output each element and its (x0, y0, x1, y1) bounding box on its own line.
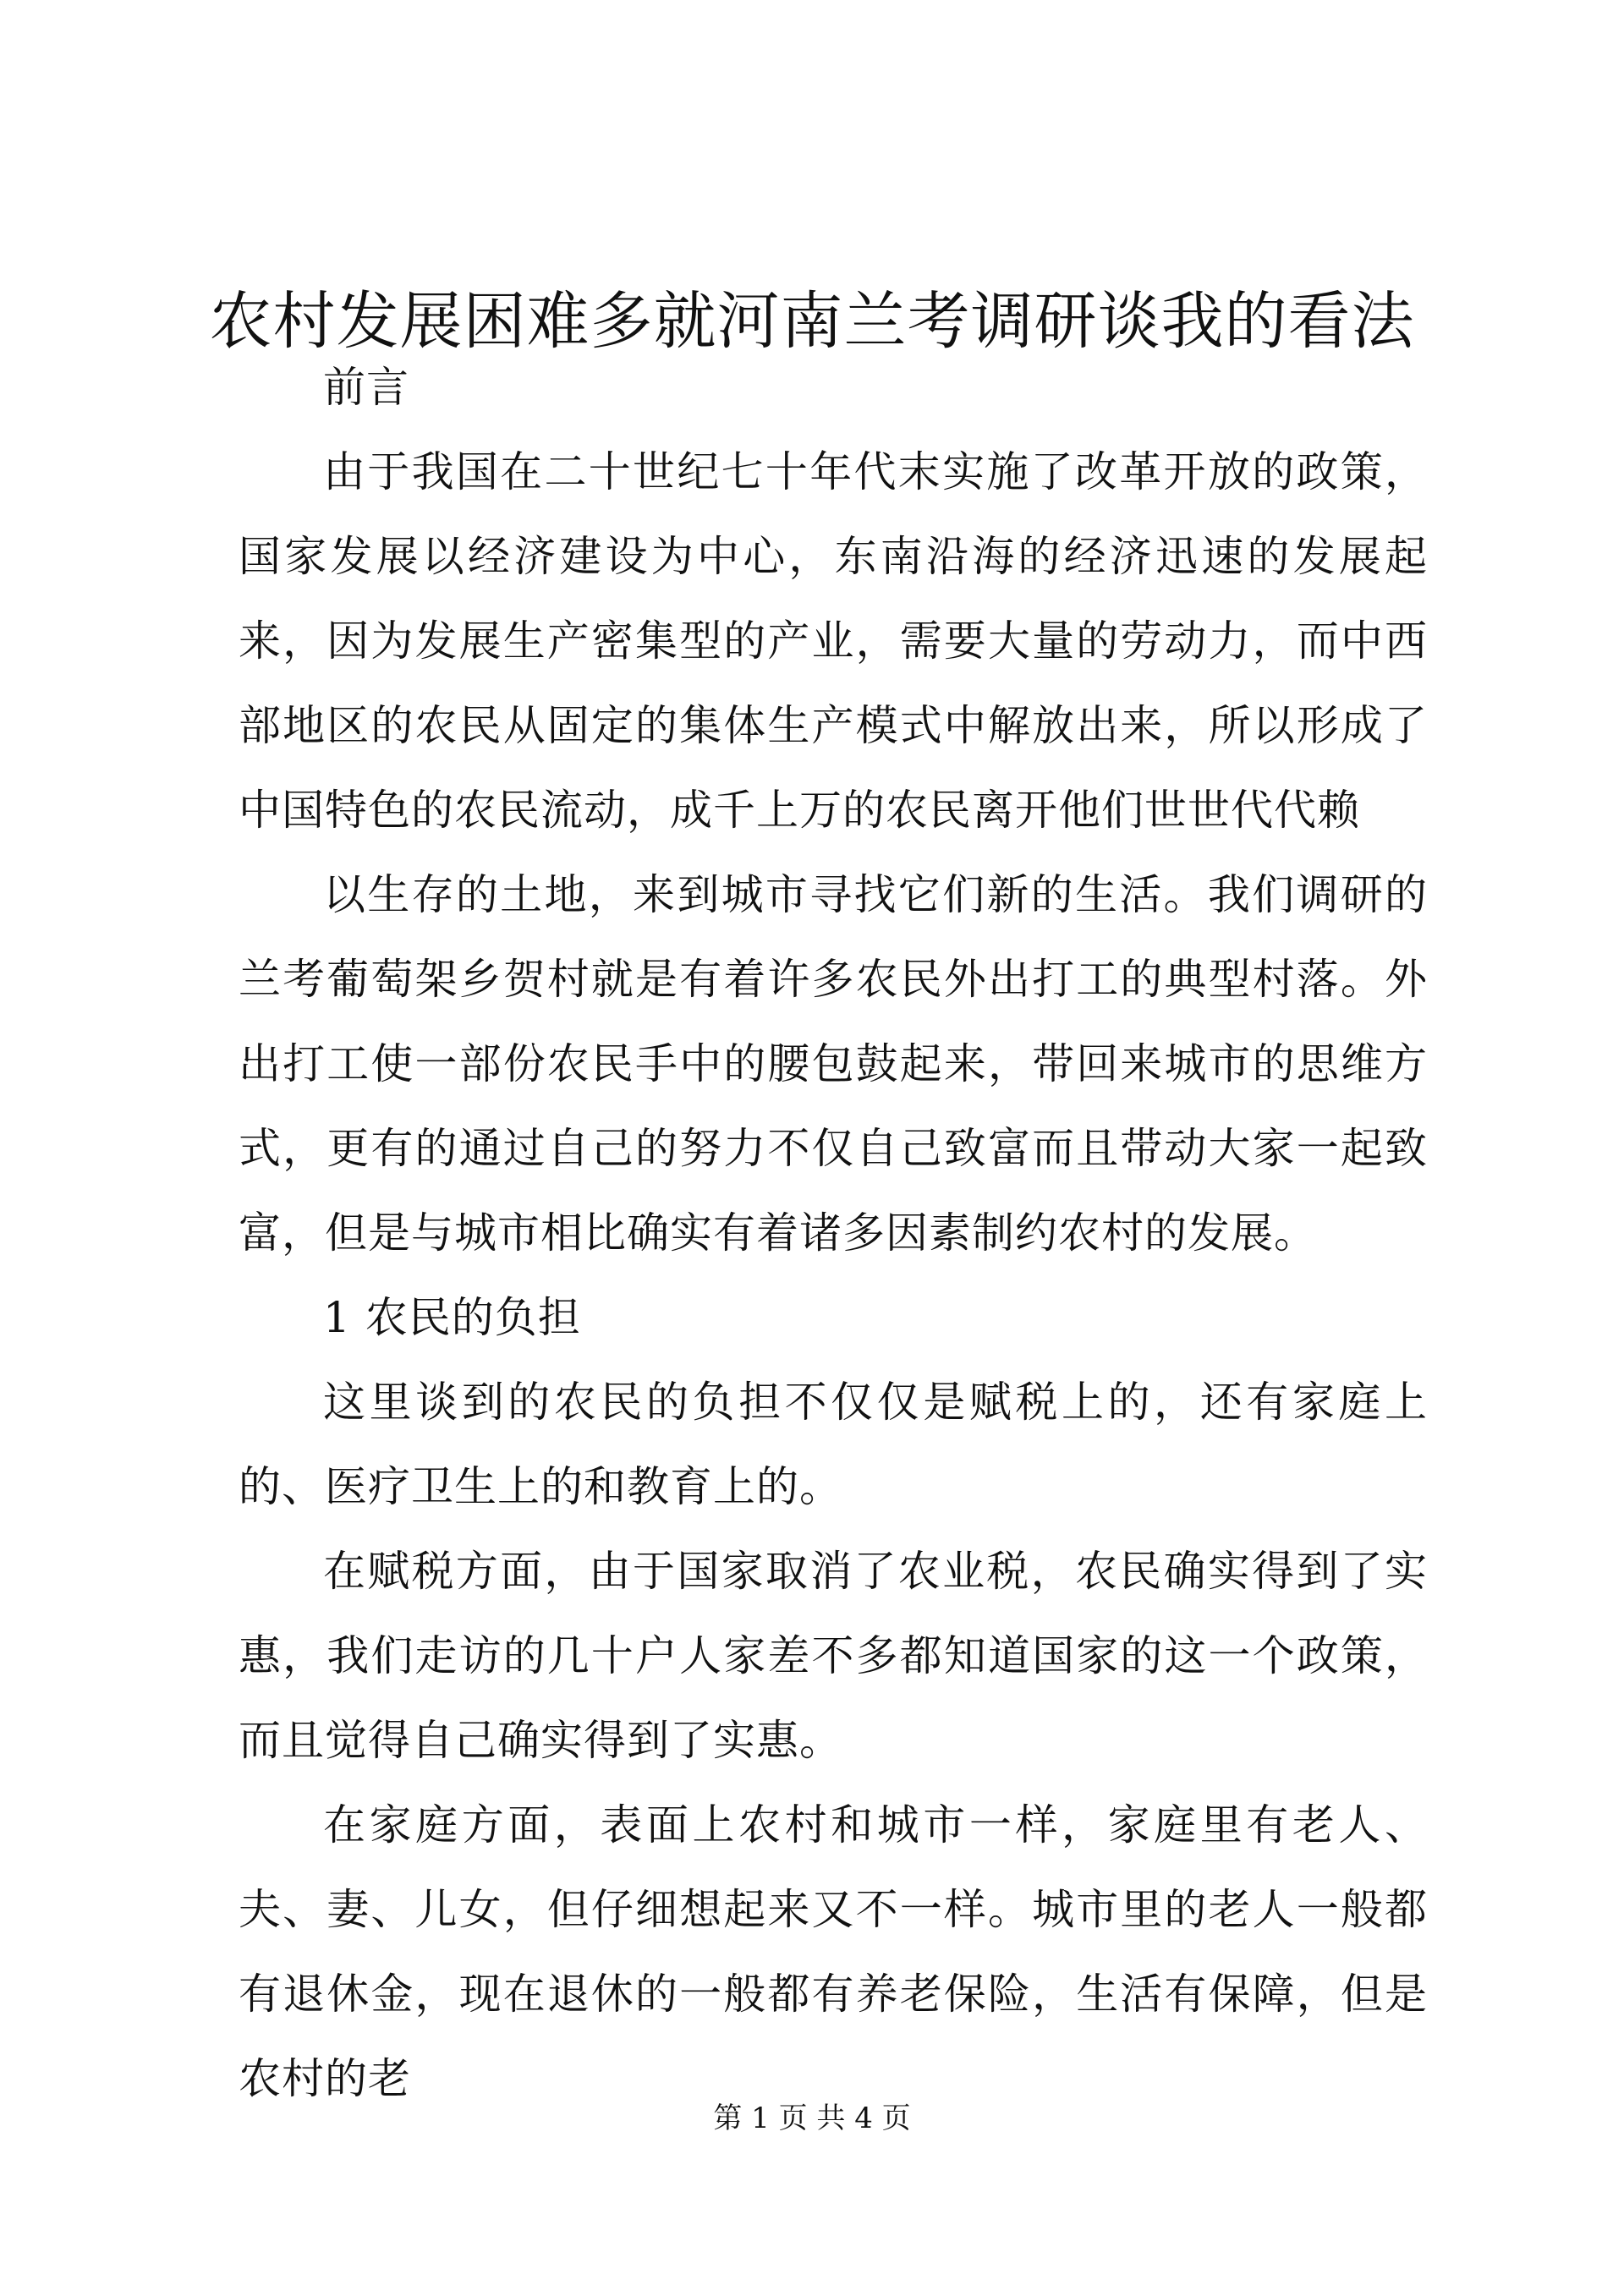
paragraph: 这里谈到的农民的负担不仅仅是赋税上的，还有家庭上的、医疗卫生上的和教育上的。 (239, 1378, 1428, 1511)
paragraph: 由于我国在二十世纪七十年代末实施了改革开放的政策，国家发展以经济建设为中心，东南沿海的经济迅速的发展起来，因为发展生产密集型的产业，需要大量的劳动力，而中西部地区的农民从固定的集体生产模式中解放出来，所以形成了中国特色的农民流动，成千上万的农民离开他们世世代代赖 (239, 447, 1428, 835)
page-number-footer: 第 1 页 共 4 页 (713, 2101, 911, 2135)
document-body (239, 345, 1428, 2121)
section-heading-farmer-burden: 1 农民的负担 (323, 1293, 581, 1342)
document-title: 农村发展困难多就河南兰考调研谈我的看法 (209, 285, 1415, 358)
paragraph-preface-heading: 前言 (323, 363, 409, 412)
paragraph: 在赋税方面，由于国家取消了农业税，农民确实得到了实惠，我们走访的几十户人家差不多都知道国家的这一个政策，而且觉得自己确实得到了实惠。 (239, 1547, 1428, 1765)
paragraph: 在家庭方面，表面上农村和城市一样，家庭里有老人、夫、妻、儿女，但仔细想起来又不一样。城市里的老人一般都有退休金，现在退休的一般都有养老保险，生活有保障，但是农村的老 (239, 1800, 1428, 2103)
paragraph: 以生存的土地，来到城市寻找它们新的生活。我们调研的兰考葡萄架乡贺村就是有着许多农民外出打工的典型村落。外出打工使一部份农民手中的腰包鼓起来，带回来城市的思维方式，更有的通过自己的努力不仅自己致富而且带动大家一起致富，但是与城市相比确实有着诸多因素制约农村的发展。 (239, 870, 1428, 1258)
